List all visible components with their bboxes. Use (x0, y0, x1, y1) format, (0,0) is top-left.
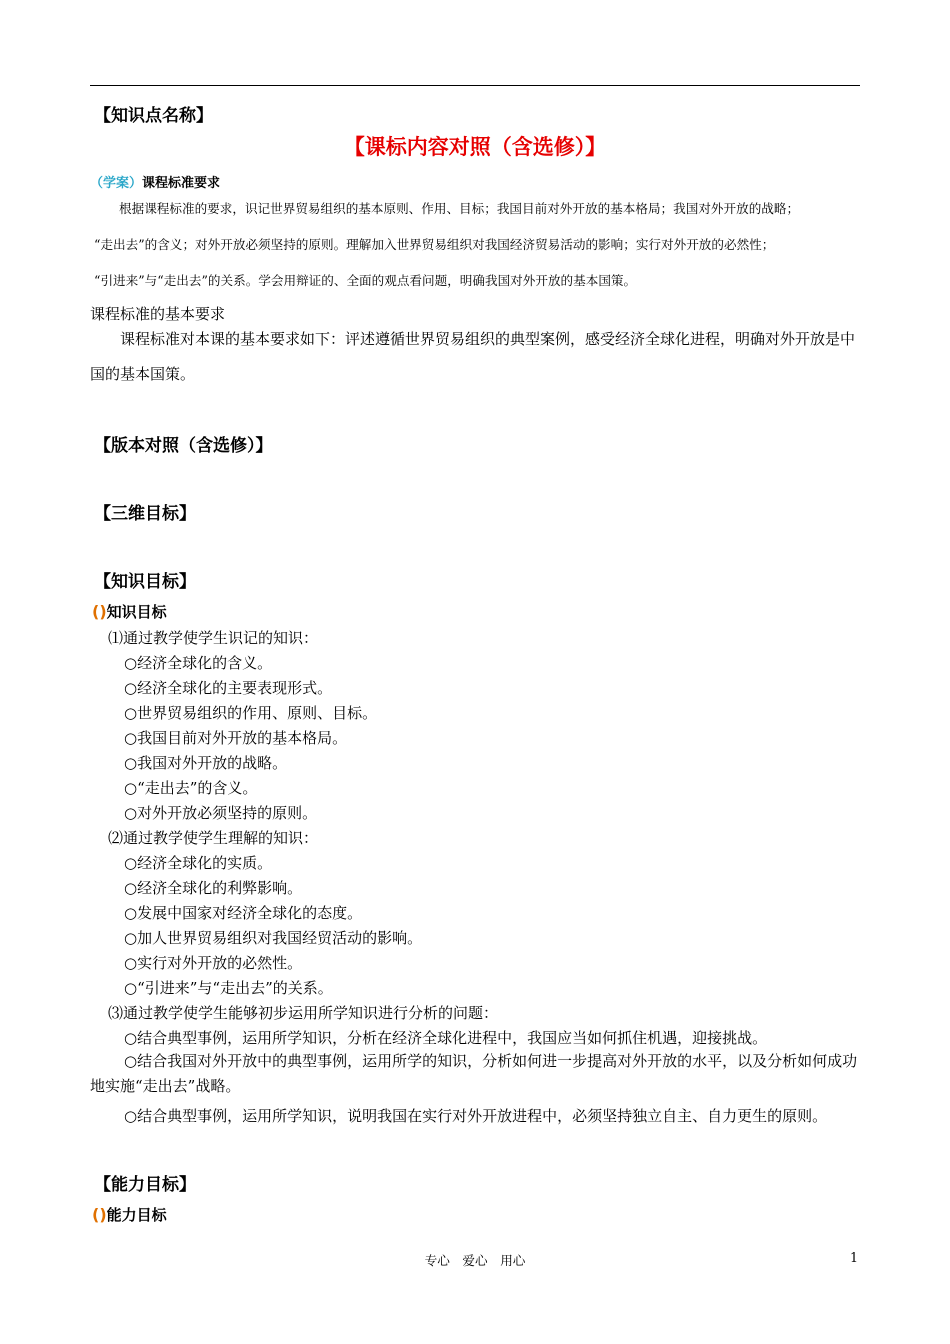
list-item: ○经济全球化的实质。 (124, 854, 273, 872)
list-item: ○我国目前对外开放的基本格局。 (124, 729, 348, 747)
list-item: ○结合典型事例，运用所学知识，分析在经济全球化进程中，我国应当如何抓住机遇，迎接挑战。 (124, 1029, 768, 1047)
xuean-line: 根据课程标准的要求，识记世界贸易组织的基本原则、作用、目标；我国目前对外开放的基本格局；我国对外开放的战略； (119, 201, 800, 216)
knowledge-point-heading: 【知识点名称】 (94, 106, 213, 126)
page-number: 1 (850, 1250, 859, 1265)
knowledge-goal-heading: 【知识目标】 (94, 572, 196, 592)
list-item: ○世界贸易组织的作用、原则、目标。 (124, 704, 378, 722)
list-item: ○对外开放必须坚持的原则。 (124, 804, 318, 822)
basic-requirements-paragraph: 课程标准对本课的基本要求如下：评述遵循世界贸易组织的典型案例，感受经济全球化进程，明确对外开放是中国的基本国策。 (90, 330, 856, 383)
header-rule (90, 85, 860, 86)
list-item: ○“走出去”的含义。 (124, 779, 258, 797)
knowledge-label: 知识目标 (106, 603, 167, 621)
xuean-heading (90, 172, 220, 191)
page-title: 【课标内容对照（含选修）】 (343, 135, 607, 159)
version-heading: 【版本对照（含选修）】 (94, 436, 273, 456)
ability-subheading (92, 1204, 167, 1225)
list-item: ○发展中国家对经济全球化的态度。 (124, 904, 363, 922)
list-item: ○“引进来”与“走出去”的关系。 (124, 979, 333, 997)
sub-heading-3: ⑶通过教学使学生能够初步运用所学知识进行分析的问题： (108, 1004, 499, 1022)
list-item: ○经济全球化的主要表现形式。 (124, 679, 333, 697)
xuean-line: “走出去”的含义；对外开放必须坚持的原则。理解加入世界贸易组织对我国经济贸易活动的影响；实行对外开放的必然性； (94, 237, 775, 252)
three-dim-heading: 【三维目标】 (94, 504, 196, 524)
footer-motto: 专心 爱心 用心 (424, 1253, 526, 1268)
basic-requirements-heading: 课程标准的基本要求 (90, 305, 226, 323)
paren-mark: () (92, 1205, 107, 1224)
knowledge-subheading (92, 601, 167, 622)
list-item: ○加人世界贸易组织对我国经贸活动的影响。 (124, 929, 423, 947)
list-item: ○结合典型事例，运用所学知识，说明我国在实行对外开放进程中，必须坚持独立自主、自力更生的原则。 (124, 1107, 828, 1125)
xuean-label: 课程标准要求 (142, 176, 221, 191)
sub-heading-1: ⑴通过教学使学生识记的知识： (108, 629, 319, 647)
paren-mark: () (92, 602, 107, 621)
list-item: ○实行对外开放的必然性。 (124, 954, 303, 972)
list-item: ○我国对外开放的战略。 (124, 754, 288, 772)
list-item: ○经济全球化的含义。 (124, 654, 273, 672)
xuean-line: “引进来”与“走出去”的关系。学会用辩证的、全面的观点看问题，明确我国对外开放的基本国策。 (94, 273, 637, 288)
ability-label: 能力目标 (106, 1206, 167, 1224)
list-item: ○经济全球化的利弊影响。 (124, 879, 303, 897)
ability-goal-heading: 【能力目标】 (94, 1175, 196, 1195)
xuean-tag: （学案） (90, 176, 143, 191)
sub-heading-2: ⑵通过教学使学生理解的知识： (108, 829, 319, 847)
list-item: ○结合我国对外开放中的典型事例，运用所学的知识，分析如何进一步提高对外开放的水平，以及分析如何成功地实施“走出去”战略。 (90, 1052, 858, 1095)
